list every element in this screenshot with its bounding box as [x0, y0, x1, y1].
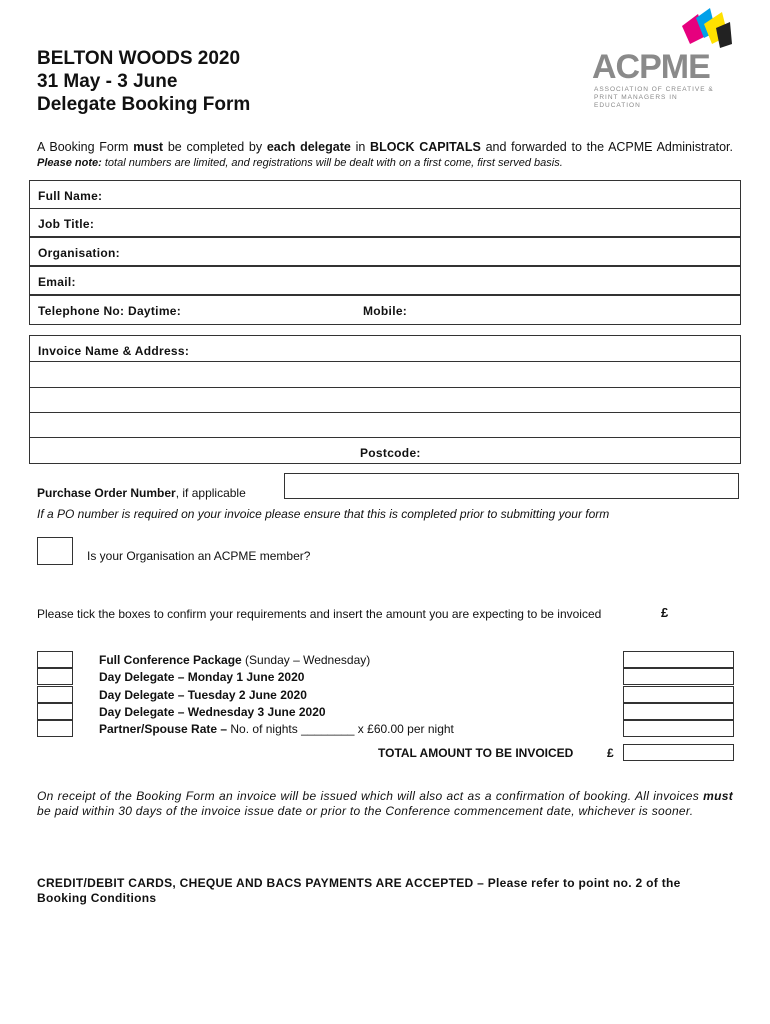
amount-tuesday[interactable]: [623, 686, 734, 703]
payment-note: CREDIT/DEBIT CARDS, CHEQUE AND BACS PAYMENTS ARE ACCEPTED – Please refer to point no. 2 of the Booking Conditions: [37, 876, 681, 905]
currency-symbol: £: [661, 605, 669, 620]
note-label: Please note:: [37, 157, 102, 169]
receipt-text-2: be paid within 30 days of the invoice issue date or prior to the Conference commencement date, whichever is sooner.: [37, 804, 694, 818]
title-line-2: 31 May - 3 June: [37, 71, 178, 92]
total-currency: £: [607, 746, 614, 760]
telephone-field[interactable]: [29, 295, 741, 325]
option-checkbox-full-conference[interactable]: [37, 651, 73, 668]
intro-text-2: be completed by: [167, 140, 263, 154]
intro-text-1: A Booking Form: [37, 140, 129, 154]
invoice-name-address-label: Invoice Name & Address:: [38, 344, 190, 358]
email-field[interactable]: [29, 266, 741, 295]
mobile-label: Mobile:: [363, 304, 408, 318]
option-checkbox-wednesday[interactable]: [37, 703, 73, 720]
intro-block-capitals: BLOCK CAPITALS: [370, 140, 481, 154]
option-partner-detail: No. of nights ________ x £60.00 per night: [227, 722, 454, 736]
intro-each-delegate: each delegate: [266, 140, 351, 154]
amount-monday[interactable]: [623, 668, 734, 685]
po-number-input[interactable]: [284, 473, 739, 499]
intro-text-3: in: [355, 140, 366, 154]
logo-subtitle-line-2: PRINT MANAGERS IN EDUCATION: [594, 94, 678, 109]
title-line-1: BELTON WOODS 2020: [37, 48, 241, 69]
postcode-field[interactable]: [29, 437, 741, 464]
invoice-address-line-2[interactable]: [29, 387, 741, 413]
job-title-label: Job Title:: [38, 217, 95, 231]
option-full-conference-detail: (Sunday – Wednesday): [241, 653, 371, 667]
total-label: TOTAL AMOUNT TO BE INVOICED: [378, 746, 574, 760]
postcode-label: Postcode:: [360, 446, 421, 460]
logo-mark-icon: [676, 6, 736, 52]
logo-subtitle: [594, 86, 724, 110]
full-name-field[interactable]: [29, 180, 741, 209]
logo-subtitle-line-1: ASSOCIATION OF CREATIVE &: [594, 86, 714, 93]
option-checkbox-monday[interactable]: [37, 668, 73, 685]
acpme-logo: [592, 6, 722, 109]
option-partner: [99, 721, 454, 738]
option-monday-title: Day Delegate – Monday 1 June 2020: [99, 670, 305, 684]
option-checkbox-partner[interactable]: [37, 720, 73, 737]
option-tuesday-title: Day Delegate – Tuesday 2 June 2020: [99, 688, 307, 702]
receipt-must: must: [703, 789, 733, 803]
receipt-paragraph: [37, 789, 733, 819]
email-label: Email:: [38, 275, 76, 289]
logo-text: ACPME: [592, 48, 710, 86]
organisation-field[interactable]: [29, 237, 741, 266]
job-title-field[interactable]: [29, 208, 741, 237]
member-checkbox[interactable]: [37, 537, 73, 565]
invoice-name-address-field[interactable]: [29, 335, 741, 362]
option-partner-title: Partner/Spouse Rate –: [99, 722, 228, 736]
invoice-address-line-3[interactable]: [29, 412, 741, 438]
option-wednesday: [99, 704, 326, 721]
po-number-label: [37, 486, 246, 500]
intro-paragraph: [37, 140, 733, 171]
po-note: If a PO number is required on your invoice please ensure that this is completed prior to submitting your form: [37, 507, 610, 521]
intro-must: must: [133, 140, 164, 154]
invoice-address-line-1[interactable]: [29, 361, 741, 388]
page-title: [37, 47, 250, 116]
po-label-suffix: , if applicable: [175, 486, 246, 500]
option-wednesday-title: Day Delegate – Wednesday 3 June 2020: [99, 705, 326, 719]
note-text: total numbers are limited, and registrations will be dealt with on a first come, first served basis.: [104, 157, 563, 169]
title-line-3: Delegate Booking Form: [37, 94, 251, 115]
telephone-label: Telephone No: Daytime:: [38, 304, 182, 318]
total-amount-input[interactable]: [623, 744, 734, 761]
po-label-bold: Purchase Order Number: [37, 486, 176, 500]
option-tuesday: [99, 687, 307, 704]
amount-full-conference[interactable]: [623, 651, 734, 668]
requirements-instruction: Please tick the boxes to confirm your requirements and insert the amount you are expecting to be invoiced: [37, 607, 602, 621]
option-checkbox-tuesday[interactable]: [37, 686, 73, 703]
organisation-label: Organisation:: [38, 246, 120, 260]
intro-text-4: and forwarded to the ACPME Administrator.: [485, 140, 733, 154]
option-monday: [99, 669, 304, 686]
option-full-conference: [99, 652, 370, 669]
full-name-label: Full Name:: [38, 189, 103, 203]
amount-wednesday[interactable]: [623, 703, 734, 720]
member-question: Is your Organisation an ACPME member?: [87, 549, 311, 563]
amount-partner[interactable]: [623, 720, 734, 737]
option-full-conference-title: Full Conference Package: [99, 653, 242, 667]
receipt-text-1: On receipt of the Booking Form an invoice will be issued which will also act as a confirmation of booking. All invoices: [37, 789, 700, 803]
